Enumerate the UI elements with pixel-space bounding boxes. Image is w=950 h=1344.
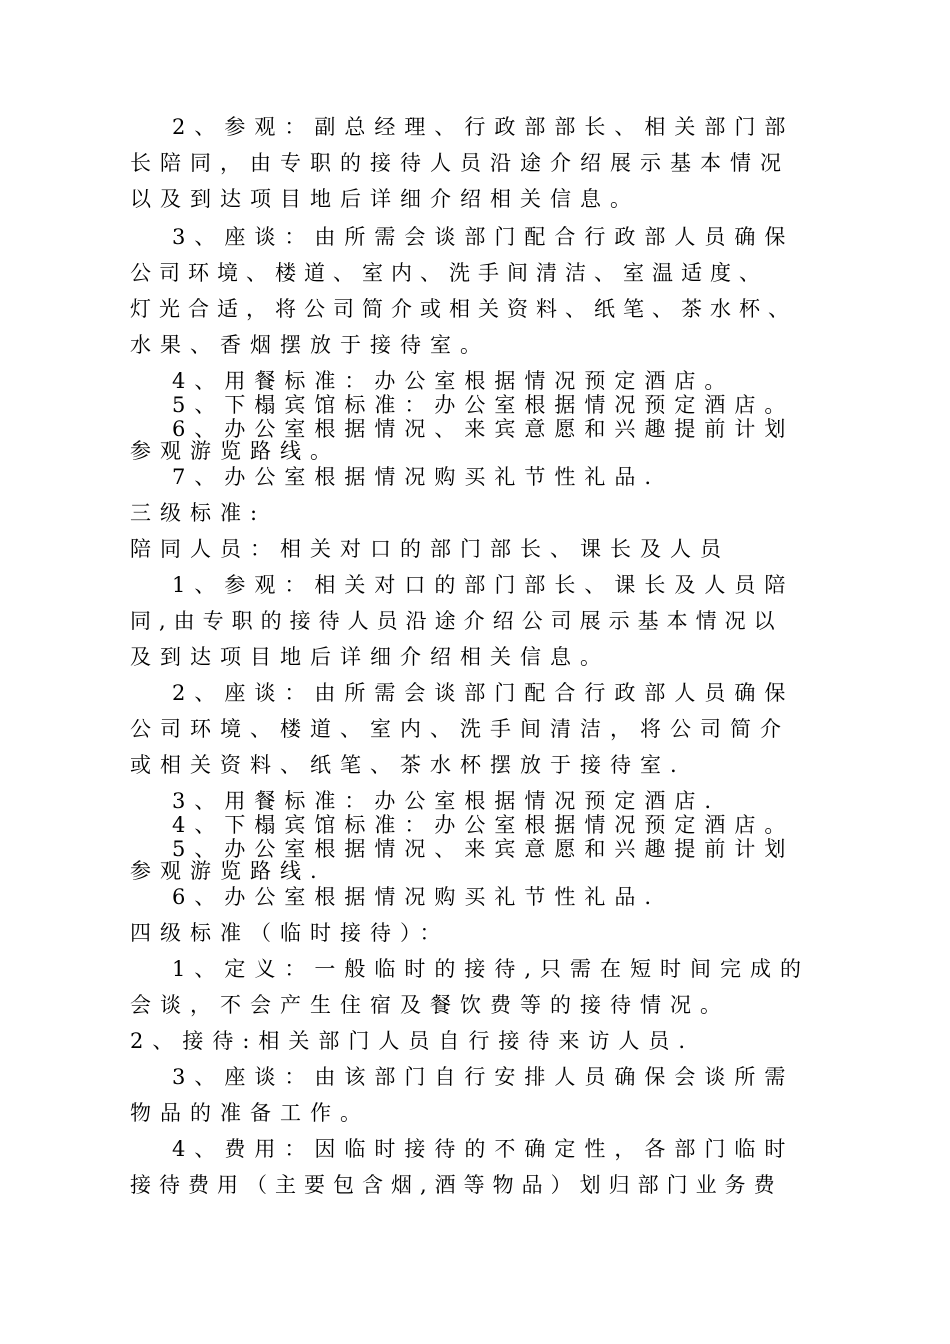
text-line: 4、用餐标准：办公室根据情况预定酒店。	[172, 369, 735, 393]
text-line: 接待费用（主要包含烟,酒等物品）划归部门业务费	[130, 1173, 783, 1197]
text-line: 参观游览路线.	[130, 859, 326, 883]
text-line: 5、办公室根据情况、来宾意愿和兴趣提前计划	[172, 837, 795, 861]
text-line: 3、用餐标准：办公室根据情况预定酒店.	[172, 789, 721, 813]
text-line: 3、座谈：由该部门自行安排人员确保会谈所需	[172, 1065, 795, 1089]
text-line: 2、接待:相关部门人员自行接待来访人员.	[130, 1029, 695, 1053]
text-line: 2、参观：副总经理、行政部部长、相关部门部	[172, 115, 795, 139]
text-line: 6、办公室根据情况、来宾意愿和兴趣提前计划	[172, 417, 795, 441]
text-line: 水果、香烟摆放于接待室。	[130, 333, 490, 357]
section-heading: 三级标准:	[130, 501, 267, 525]
text-line: 物品的准备工作。	[130, 1101, 370, 1125]
text-line: 公司环境、楼道、室内、洗手间清洁、室温适度、	[130, 261, 768, 285]
text-line: 长陪同，由专职的接待人员沿途介绍展示基本情况	[130, 151, 790, 175]
text-line: 1、定义：一般临时的接待,只需在短时间完成的	[172, 957, 811, 981]
section-heading: 四级标准（临时接待）：	[130, 921, 450, 945]
text-line: 3、座谈：由所需会谈部门配合行政部人员确保	[172, 225, 795, 249]
text-line: 1、参观：相关对口的部门部长、课长及人员陪	[172, 573, 795, 597]
text-line: 2、座谈：由所需会谈部门配合行政部人员确保	[172, 681, 795, 705]
text-line: 陪同人员：相关对口的部门部长、课长及人员	[130, 537, 730, 561]
text-line: 4、下榻宾馆标准：办公室根据情况预定酒店。	[172, 813, 795, 837]
text-line: 会谈，不会产生住宿及餐饮费等的接待情况。	[130, 993, 730, 1017]
text-line: 4、费用：因临时接待的不确定性，各部门临时	[172, 1137, 795, 1161]
text-line: 以及到达项目地后详细介绍相关信息。	[130, 187, 640, 211]
text-line: 或相关资料、纸笔、茶水杯摆放于接待室.	[130, 753, 686, 777]
text-line: 灯光合适，将公司简介或相关资料、纸笔、茶水杯、	[130, 297, 797, 321]
text-line: 参观游览路线。	[130, 439, 340, 463]
text-line: 5、下榻宾馆标准：办公室根据情况预定酒店。	[172, 393, 795, 417]
text-line: 同,由专职的接待人员沿途介绍公司展示基本情况以	[130, 609, 783, 633]
text-line: 6、办公室根据情况购买礼节性礼品.	[172, 885, 661, 909]
text-line: 7、办公室根据情况购买礼节性礼品.	[172, 465, 661, 489]
text-line: 及到达项目地后详细介绍相关信息。	[130, 645, 610, 669]
text-line: 公司环境、楼道、室内、洗手间清洁，将公司简介	[130, 717, 790, 741]
